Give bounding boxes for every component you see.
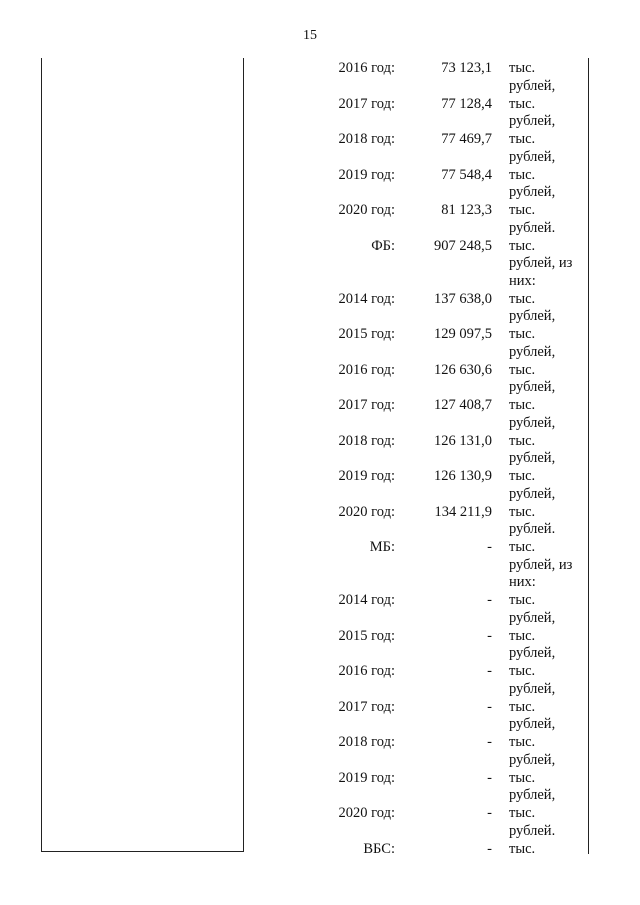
- table-row: [0, 539, 640, 592]
- table-row: [0, 663, 640, 699]
- row-label: 2019 год:: [338, 166, 395, 183]
- row-unit: [509, 60, 589, 95]
- row-label: 2017 год:: [338, 397, 395, 413]
- table-row: [0, 397, 640, 433]
- row-label: 2019 год:: [338, 769, 395, 786]
- row-label: ФБ:: [371, 237, 395, 254]
- row-label: 2018 год:: [338, 131, 395, 147]
- row-label: 2015 год:: [338, 326, 395, 342]
- row-value: -: [487, 627, 492, 644]
- row-unit: [509, 592, 589, 627]
- table-row: [0, 362, 640, 398]
- table-row: [0, 628, 640, 664]
- unit-line: тыс.: [509, 166, 536, 183]
- row-value: -: [487, 769, 492, 786]
- row-unit: [509, 167, 589, 202]
- table-row: [0, 770, 640, 806]
- row-value: 134 211,9: [434, 503, 492, 520]
- unit-line: тыс.: [509, 663, 536, 679]
- unit-line: рублей,: [509, 77, 556, 94]
- unit-line: тыс.: [509, 840, 536, 857]
- row-value: -: [487, 592, 492, 608]
- row-label: 2018 год:: [338, 734, 395, 750]
- row-unit: [509, 468, 589, 503]
- unit-line: рублей.: [509, 521, 556, 537]
- row-label: 2014 год:: [338, 592, 395, 608]
- table-row: [0, 433, 640, 469]
- row-unit: [509, 734, 589, 769]
- unit-line: рублей,: [509, 379, 556, 395]
- table-row: [0, 734, 640, 770]
- unit-line: тыс.: [509, 60, 536, 76]
- unit-line: рублей.: [509, 219, 556, 236]
- unit-line: тыс.: [509, 503, 536, 520]
- row-unit: [509, 362, 589, 397]
- unit-line: тыс.: [509, 805, 536, 821]
- unit-line: тыс.: [509, 290, 536, 307]
- unit-line: рублей,: [509, 787, 556, 803]
- unit-line: тыс.: [509, 202, 536, 218]
- row-value: 73 123,1: [441, 60, 492, 76]
- row-label: 2020 год:: [338, 202, 395, 218]
- unit-line: рублей,: [509, 645, 556, 661]
- table-row: [0, 326, 640, 362]
- row-label: 2018 год:: [338, 432, 395, 449]
- unit-line: рублей,: [509, 414, 556, 431]
- table-row: [0, 167, 640, 203]
- row-unit: [509, 397, 589, 432]
- unit-line: тыс.: [509, 734, 536, 750]
- row-unit: [509, 805, 589, 840]
- unit-line: рублей,: [509, 113, 556, 129]
- row-value: 77 548,4: [441, 166, 492, 183]
- unit-line: рублей,: [509, 343, 556, 360]
- table-row: [0, 841, 640, 859]
- row-label: 2016 год:: [338, 663, 395, 679]
- row-value: 81 123,3: [441, 202, 492, 218]
- row-label: 2015 год:: [338, 627, 395, 644]
- table-row: [0, 131, 640, 167]
- unit-line: рублей,: [509, 751, 556, 768]
- unit-line: тыс.: [509, 769, 536, 786]
- row-value: 126 131,0: [434, 432, 492, 449]
- row-label: 2017 год:: [338, 95, 395, 112]
- row-unit: [509, 504, 589, 539]
- row-value: 907 248,5: [434, 237, 492, 254]
- row-value: -: [487, 734, 492, 750]
- row-value: -: [487, 698, 492, 715]
- unit-line: тыс.: [509, 539, 536, 555]
- unit-line: рублей,: [509, 609, 556, 626]
- unit-line: рублей,: [509, 680, 556, 697]
- row-value: 127 408,7: [434, 397, 492, 413]
- unit-line: тыс.: [509, 95, 536, 112]
- row-value: -: [487, 805, 492, 821]
- row-label: 2017 год:: [338, 698, 395, 715]
- row-value: 77 469,7: [441, 131, 492, 147]
- row-unit: [509, 628, 589, 663]
- unit-line: них:: [509, 272, 536, 289]
- unit-line: тыс.: [509, 237, 536, 254]
- row-value: 137 638,0: [434, 290, 492, 307]
- unit-line: рублей,: [509, 184, 556, 200]
- table-row: [0, 805, 640, 841]
- row-unit: [509, 663, 589, 698]
- unit-line: тыс.: [509, 698, 536, 715]
- unit-line: рублей, из: [509, 255, 573, 271]
- row-value: 129 097,5: [434, 326, 492, 342]
- unit-line: рублей,: [509, 148, 556, 165]
- row-label: 2020 год:: [338, 805, 395, 821]
- row-unit: [509, 433, 589, 468]
- page-number: 15: [303, 28, 317, 43]
- row-unit: [509, 291, 589, 326]
- table-row: [0, 60, 640, 96]
- row-unit: [509, 770, 589, 805]
- unit-line: тыс.: [509, 468, 536, 484]
- table-row: [0, 291, 640, 327]
- unit-line: тыс.: [509, 627, 536, 644]
- table-row: [0, 592, 640, 628]
- unit-line: рублей,: [509, 308, 556, 324]
- row-label: 2019 год:: [338, 468, 395, 484]
- row-value: 126 630,6: [434, 361, 492, 378]
- row-label: ВБС:: [363, 840, 395, 857]
- row-unit: [509, 326, 589, 361]
- unit-line: рублей.: [509, 822, 556, 839]
- row-unit: [509, 238, 589, 291]
- unit-line: рублей,: [509, 716, 556, 732]
- unit-line: тыс.: [509, 592, 536, 608]
- table-row: [0, 468, 640, 504]
- unit-line: тыс.: [509, 397, 536, 413]
- row-unit: [509, 841, 589, 859]
- table-row: [0, 96, 640, 132]
- unit-line: тыс.: [509, 326, 536, 342]
- row-unit: [509, 202, 589, 237]
- unit-line: тыс.: [509, 131, 536, 147]
- table-row: [0, 238, 640, 291]
- row-unit: [509, 131, 589, 166]
- unit-line: тыс.: [509, 432, 536, 449]
- unit-line: них:: [509, 574, 536, 590]
- row-label: 2020 год:: [338, 503, 395, 520]
- row-value: -: [487, 663, 492, 679]
- table-row: [0, 699, 640, 735]
- row-label: МБ:: [369, 539, 395, 555]
- row-value: 77 128,4: [441, 95, 492, 112]
- table-row: [0, 202, 640, 238]
- unit-line: рублей,: [509, 485, 556, 502]
- row-value: 126 130,9: [434, 468, 492, 484]
- unit-line: тыс.: [509, 361, 536, 378]
- unit-line: рублей, из: [509, 556, 573, 573]
- row-unit: [509, 699, 589, 734]
- row-value: -: [487, 840, 492, 857]
- funding-rows: [0, 60, 640, 859]
- row-label: 2016 год:: [338, 60, 395, 76]
- table-row: [0, 504, 640, 540]
- row-label: 2016 год:: [338, 361, 395, 378]
- unit-line: рублей,: [509, 450, 556, 466]
- row-label: 2014 год:: [338, 290, 395, 307]
- row-unit: [509, 539, 589, 592]
- row-unit: [509, 96, 589, 131]
- row-value: -: [487, 539, 492, 555]
